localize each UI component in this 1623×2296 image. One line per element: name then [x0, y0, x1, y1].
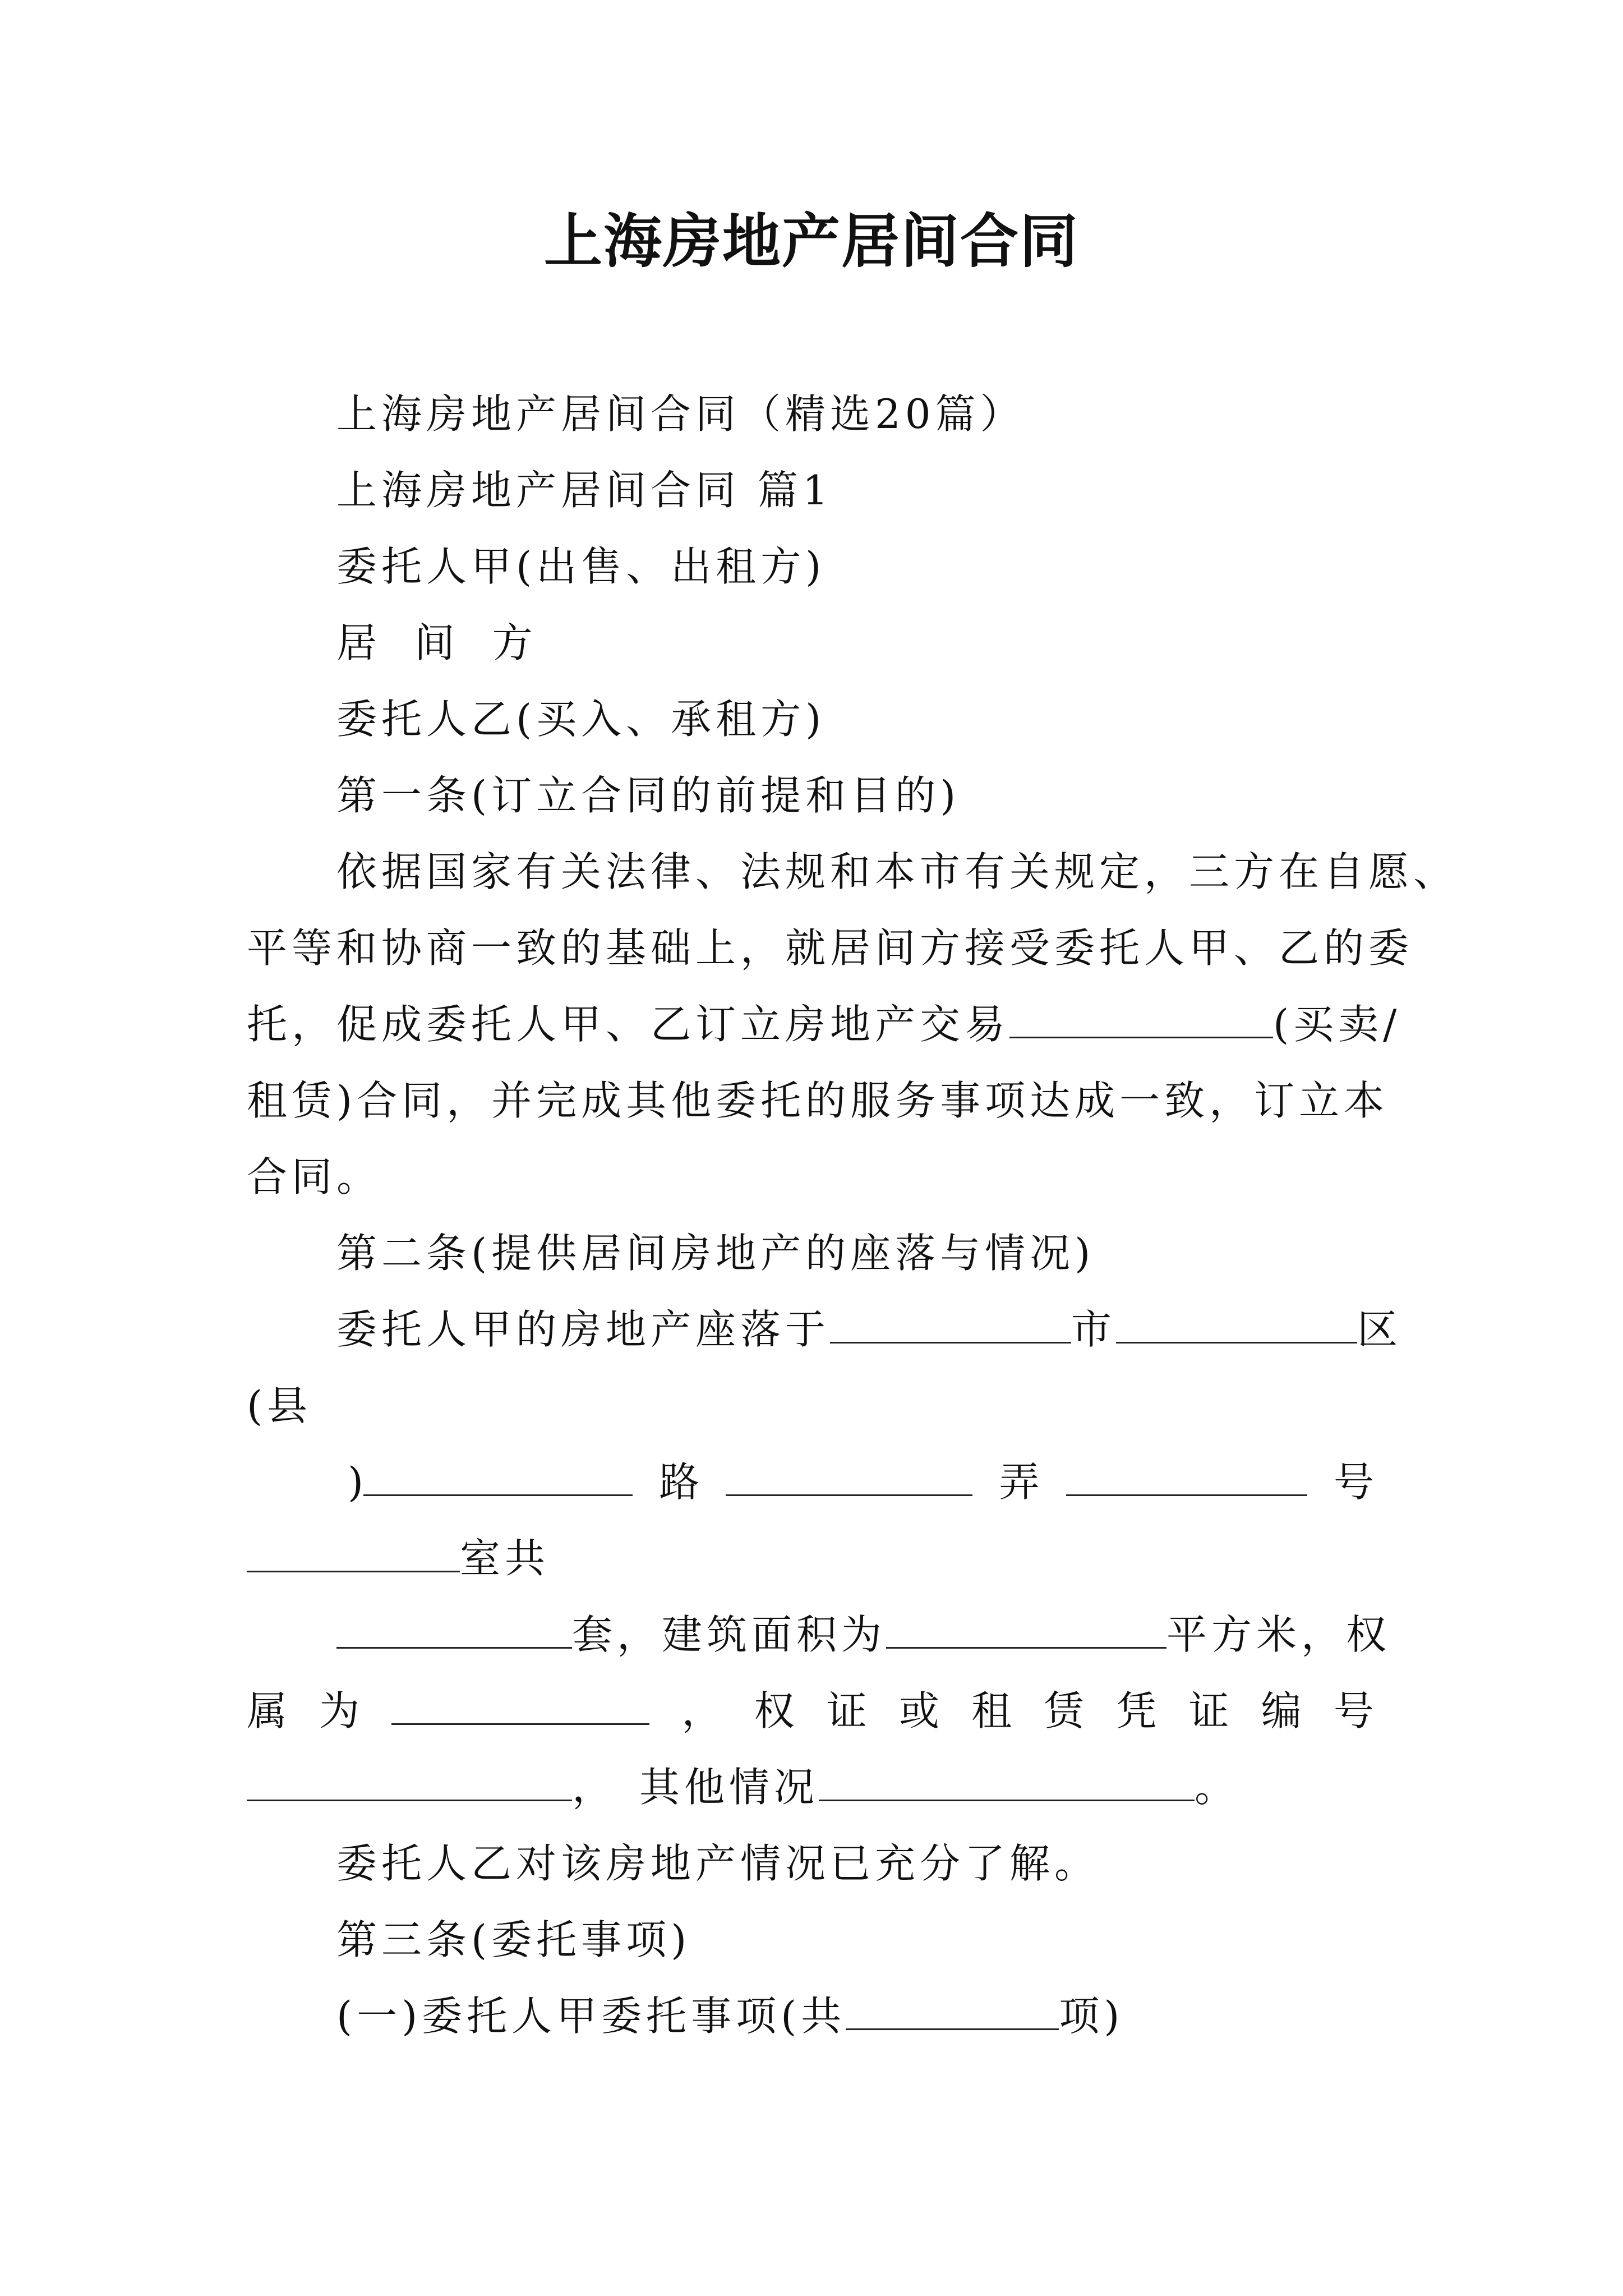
lane-blank[interactable] — [726, 1455, 972, 1496]
ownership-char: 凭 — [1116, 1687, 1157, 1734]
address-line — [247, 1455, 1374, 1509]
ownership-line — [247, 1684, 1374, 1738]
area-text: 套，建筑面积为 — [572, 1611, 887, 1658]
city-label: 市 — [1071, 1306, 1117, 1353]
ownership-char: 权 — [754, 1687, 795, 1734]
article-1-text-line: 平等和协商一致的基础上，就居间方接受委托人甲、乙的委 — [247, 924, 1414, 972]
party-b-acknowledgement: 委托人乙对该房地产情况已充分了解。 — [336, 1840, 1100, 1887]
ownership-char: 证 — [826, 1687, 867, 1734]
certificate-period: 。 — [1195, 1764, 1240, 1811]
party-a-line: 委托人甲(出售、出租方) — [336, 543, 826, 590]
party-b-line: 委托人乙(买入、承租方) — [336, 696, 826, 743]
ownership-char: 或 — [898, 1687, 939, 1734]
other-conditions-blank[interactable] — [819, 1760, 1195, 1801]
broker-line: 居 间 方 — [336, 619, 545, 666]
ownership-char: 编 — [1261, 1687, 1302, 1734]
transaction-type-blank[interactable] — [1009, 997, 1273, 1038]
article-1-title: 第一条(订立合同的前提和目的) — [336, 772, 961, 819]
area-line — [336, 1608, 1391, 1662]
certificate-comma: ， — [572, 1764, 617, 1811]
chapter-heading: 上海房地产居间合同 篇1 — [336, 467, 833, 514]
district-label: 区 — [1357, 1306, 1403, 1353]
lane-label: 弄 — [999, 1458, 1040, 1506]
county-label: (县 — [247, 1382, 312, 1429]
road-blank[interactable] — [363, 1455, 633, 1496]
ownership-char: 属 — [247, 1687, 288, 1734]
ownership-char: 赁 — [1044, 1687, 1085, 1734]
district-blank[interactable] — [1116, 1303, 1357, 1343]
area-blank[interactable] — [886, 1608, 1166, 1649]
room-label: 室共 — [460, 1535, 550, 1582]
city-blank[interactable] — [830, 1303, 1071, 1343]
room-blank[interactable] — [247, 1531, 460, 1572]
ownership-char: 证 — [1188, 1687, 1229, 1734]
ownership-char: 为 — [319, 1687, 360, 1734]
room-line — [247, 1531, 550, 1585]
article-1-text: (买卖/ — [1273, 1001, 1401, 1048]
road-label: 路 — [659, 1458, 700, 1506]
ownership-char: ， — [681, 1687, 722, 1734]
matters-count-blank[interactable] — [846, 1989, 1059, 2030]
article-3-title: 第三条(委托事项) — [336, 1916, 691, 1963]
ownership-char: 号 — [1333, 1687, 1374, 1734]
document-title: 上海房地产居间合同 — [543, 206, 1079, 275]
owner-blank[interactable] — [391, 1684, 649, 1725]
units-blank[interactable] — [336, 1608, 572, 1649]
property-location-line — [336, 1303, 1402, 1356]
county-close-paren: ) — [348, 1458, 364, 1506]
matters-unit: 项) — [1059, 1993, 1124, 2040]
party-a-matters-text: (一)委托人甲委托事项(共 — [336, 1993, 846, 2040]
area-unit-text: 平方米，权 — [1166, 1611, 1391, 1658]
certificate-number-blank[interactable] — [247, 1760, 572, 1801]
article-1-text-line: 合同。 — [247, 1153, 382, 1200]
ownership-char: 租 — [971, 1687, 1012, 1734]
article-1-text-line: 依据国家有关法律、法规和本市有关规定，三方在自愿、 — [336, 848, 1459, 895]
property-location-text: 委托人甲的房地产座落于 — [336, 1306, 831, 1353]
article-1-text: 托，促成委托人甲、乙订立房地产交易 — [247, 1001, 1010, 1048]
article-2-title: 第二条(提供居间房地产的座落与情况) — [336, 1230, 1095, 1277]
subtitle-line: 上海房地产居间合同（精选20篇） — [336, 390, 1025, 438]
party-a-matters-line — [336, 1989, 1124, 2043]
certificate-line — [247, 1760, 1239, 1814]
article-1-text-line: 租赁)合同，并完成其他委托的服务事项达成一致，订立本 — [247, 1077, 1389, 1124]
number-blank[interactable] — [1066, 1455, 1307, 1496]
number-label: 号 — [1333, 1458, 1374, 1506]
article-1-text-line — [247, 997, 1401, 1051]
other-conditions-label: 其他情况 — [639, 1764, 819, 1811]
